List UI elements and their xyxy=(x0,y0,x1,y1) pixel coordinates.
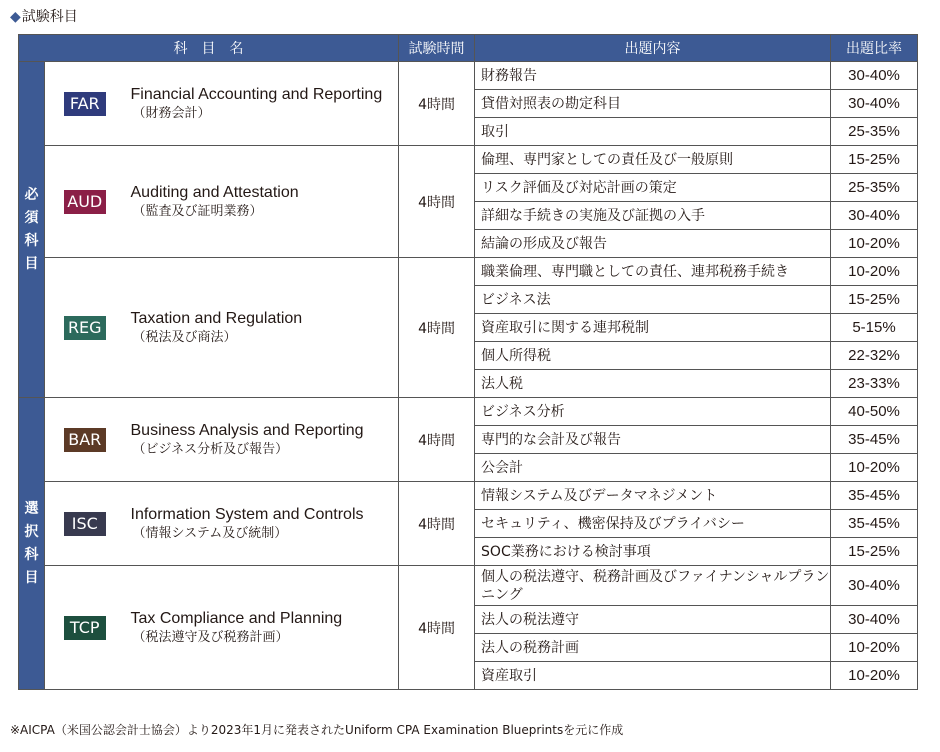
subject-name-ja: （情報システム及び統制） xyxy=(132,525,288,541)
table-row xyxy=(19,398,918,426)
topic-label: リスク評価及び対応計画の策定 xyxy=(475,174,831,202)
topic-ratio: 10-20% xyxy=(831,634,918,662)
col-ratio-header: 出題比率 xyxy=(831,35,918,62)
topic-label: 法人税 xyxy=(475,370,831,398)
subject-name-en: Business Analysis and Reporting xyxy=(130,421,364,439)
topic-label: 職業倫理、専門職としての責任、連邦税務手続き xyxy=(475,258,831,286)
topic-label: ビジネス法 xyxy=(475,286,831,314)
subject-code-badge: ISC xyxy=(64,512,106,536)
subject-name-ja: （監査及び証明業務） xyxy=(132,203,263,219)
topic-ratio: 15-25% xyxy=(831,146,918,174)
table-row xyxy=(19,566,918,606)
topic-label: 専門的な会計及び報告 xyxy=(475,426,831,454)
topic-ratio: 35-45% xyxy=(831,510,918,538)
topic-label: ビジネス分析 xyxy=(475,398,831,426)
topic-ratio: 22-32% xyxy=(831,342,918,370)
topic-label: 資産取引 xyxy=(475,662,831,690)
diamond-bullet-icon: ◆ xyxy=(10,9,21,25)
col-time-header: 試験時間 xyxy=(399,35,475,62)
subject-name-ja: （税法及び商法） xyxy=(132,329,237,345)
col-subject-header: 科 目 名 xyxy=(19,35,399,62)
topic-label: 取引 xyxy=(475,118,831,146)
subject-name-cell xyxy=(125,62,399,146)
subject-code-cell xyxy=(45,566,125,690)
topic-ratio: 10-20% xyxy=(831,258,918,286)
topic-label: 詳細な手続きの実施及び証拠の入手 xyxy=(475,202,831,230)
subject-name-en: Tax Compliance and Planning xyxy=(130,609,343,627)
exam-subjects-table xyxy=(18,34,918,690)
topic-ratio: 23-33% xyxy=(831,370,918,398)
subject-code-badge: BAR xyxy=(64,428,106,452)
subject-code-badge: FAR xyxy=(64,92,106,116)
topic-ratio: 30-40% xyxy=(831,62,918,90)
header-row xyxy=(19,35,918,62)
category-label: 選 択 科 目 xyxy=(24,500,39,586)
exam-time: 4時間 xyxy=(399,62,475,146)
footnote: ※AICPA（米国公認会計士協会）より2023年1月に発表されたUniform CPA Examination Blueprintsを元に作成 xyxy=(10,723,624,737)
topic-label: 個人所得税 xyxy=(475,342,831,370)
topic-ratio: 30-40% xyxy=(831,566,918,606)
topic-ratio: 35-45% xyxy=(831,482,918,510)
subject-name-cell xyxy=(125,566,399,690)
subject-name-cell xyxy=(125,482,399,566)
section-heading xyxy=(10,6,78,26)
category-required xyxy=(19,62,45,398)
subject-name-ja: （税法遵守及び税務計画） xyxy=(132,629,289,645)
subject-name-ja: （財務会計） xyxy=(132,105,211,121)
subject-name-en: Information System and Controls xyxy=(130,505,364,523)
topic-label: 財務報告 xyxy=(475,62,831,90)
topic-ratio: 15-25% xyxy=(831,286,918,314)
table-row xyxy=(19,62,918,90)
table-row xyxy=(19,258,918,286)
col-content-header: 出題内容 xyxy=(475,35,831,62)
topic-ratio: 5-15% xyxy=(831,314,918,342)
category-elective xyxy=(19,398,45,690)
topic-ratio: 30-40% xyxy=(831,202,918,230)
subject-name-cell xyxy=(125,398,399,482)
category-label: 必 須 科 目 xyxy=(24,186,39,272)
exam-time: 4時間 xyxy=(399,482,475,566)
exam-time: 4時間 xyxy=(399,566,475,690)
topic-ratio: 40-50% xyxy=(831,398,918,426)
topic-ratio: 10-20% xyxy=(831,454,918,482)
table-row xyxy=(19,482,918,510)
table-row xyxy=(19,146,918,174)
topic-ratio: 10-20% xyxy=(831,230,918,258)
topic-label: 資産取引に関する連邦税制 xyxy=(475,314,831,342)
topic-ratio: 15-25% xyxy=(831,538,918,566)
subject-name-cell xyxy=(125,146,399,258)
exam-time: 4時間 xyxy=(399,258,475,398)
topic-label: 法人の税法遵守 xyxy=(475,606,831,634)
topic-label: 法人の税務計画 xyxy=(475,634,831,662)
subject-name-cell xyxy=(125,258,399,398)
subject-code-badge: REG xyxy=(64,316,106,340)
topic-ratio: 30-40% xyxy=(831,606,918,634)
topic-ratio: 25-35% xyxy=(831,118,918,146)
subject-code-cell xyxy=(45,398,125,482)
topic-label: SOC業務における検討事項 xyxy=(475,538,831,566)
topic-label: 結論の形成及び報告 xyxy=(475,230,831,258)
subject-code-badge: AUD xyxy=(64,190,106,214)
subject-name-ja: （ビジネス分析及び報告） xyxy=(132,441,289,457)
topic-ratio: 10-20% xyxy=(831,662,918,690)
subject-code-cell xyxy=(45,258,125,398)
topic-ratio: 35-45% xyxy=(831,426,918,454)
section-title: 試験科目 xyxy=(21,9,78,25)
subject-code-cell xyxy=(45,146,125,258)
subject-name-en: Financial Accounting and Reporting xyxy=(130,85,383,103)
subject-code-cell xyxy=(45,482,125,566)
topic-label: 情報システム及びデータマネジメント xyxy=(475,482,831,510)
subject-code-cell xyxy=(45,62,125,146)
topic-label: 個人の税法遵守、税務計画及びファイナンシャルプランニング xyxy=(475,566,831,606)
subject-name-en: Auditing and Attestation xyxy=(130,183,299,201)
exam-time: 4時間 xyxy=(399,398,475,482)
topic-label: 公会計 xyxy=(475,454,831,482)
topic-label: 貸借対照表の勘定科目 xyxy=(475,90,831,118)
subject-code-badge: TCP xyxy=(64,616,106,640)
exam-time: 4時間 xyxy=(399,146,475,258)
topic-label: 倫理、専門家としての責任及び一般原則 xyxy=(475,146,831,174)
topic-label: セキュリティ、機密保持及びプライバシー xyxy=(475,510,831,538)
topic-ratio: 30-40% xyxy=(831,90,918,118)
subject-name-en: Taxation and Regulation xyxy=(130,309,303,327)
topic-ratio: 25-35% xyxy=(831,174,918,202)
